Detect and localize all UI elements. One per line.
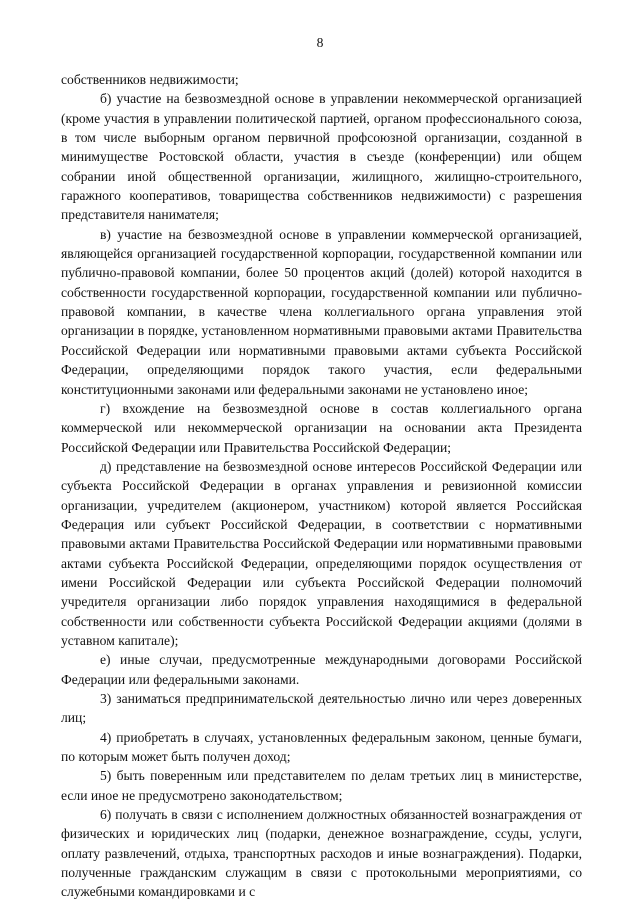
paragraph: д) представление на безвозмездной основе интересов Российской Федерации или субъекта Российской Федерации в органах управления и ревизионной комиссии организации, учредителем (акционером, участником) которой является Российская Федерация или субъект Российской Федерации, в соответствии с нормативными правовыми актами Правительства Российской Федерации или нормативными правовыми актами субъекта Российской Федерации, определяющими порядок осуществления от имени Российской Федерации или субъекта Российской Федерации полномочий учредителя организации либо порядок управления находящимися в федеральной собственности или собственности субъекта Российской Федерации акциями (долями в уставном капитале); (61, 458, 582, 648)
paragraph: е) иные случаи, предусмотренные международными договорами Российской Федерации или федеральными законами. (61, 652, 582, 687)
paragraph: 5) быть поверенным или представителем по делам третьих лиц в министерстве, если иное не предусмотрено законодательством; (61, 768, 582, 803)
paragraph: собственников недвижимости; (61, 72, 239, 87)
paragraph: 3) заниматься предпринимательской деятельностью лично или через доверенных лиц; (61, 691, 582, 726)
paragraph: б) участие на безвозмездной основе в управлении некоммерческой организацией (кроме участия в управлении политической партией, органом профессионального союза, в том числе выборным органом первичной профсоюзной организации, созданной в минимуществе Ростовской области, участия в съезде (конференции) или общем собрании иной общественной организации, жилищного, жилищно-строительного, гаражного кооперативов, товарищества собственников недвижимости) с разрешения представителя нанимателя; (61, 91, 582, 223)
page-number: 8 (316, 35, 324, 50)
document-body (61, 70, 582, 902)
paragraph: г) вхождение на безвозмездной основе в состав коллегиального органа коммерческой или некоммерческой организации на основании акта Президента Российской Федерации или Правительства Российской Федерации; (61, 400, 582, 455)
paragraph: 4) приобретать в случаях, установленных федеральным законом, ценные бумаги, по которым может быть получен доход; (61, 729, 582, 765)
paragraph: 6) получать в связи с исполнением должностных обязанностей вознаграждения от физических и юридических лиц (подарки, денежное вознаграждение, ссуды, услуги, оплату развлечений, отдыха, транспортных расходов и иные вознаграждения). Подарки, полученные гражданским служащим в связи с протокольными мероприятиями, со служебными командировками и с (61, 807, 582, 900)
paragraph: в) участие на безвозмездной основе в управлении коммерческой организацией, являющейся организацией государственной корпорации, государственной компании или публично-правовой компании, более 50 процентов акций (долей) которой находится в собственности государственной корпорации, государственной компании или публично-правовой компании, в качестве члена коллегиального органа управления этой организации в порядке, установленном нормативными правовыми актами Правительства Российской Федерации или нормативными правовыми актами субъекта Российской Федерации, определяющими порядок такого участия, если федеральными конституционными законами или федеральными законами не установлено иное; (61, 226, 582, 397)
